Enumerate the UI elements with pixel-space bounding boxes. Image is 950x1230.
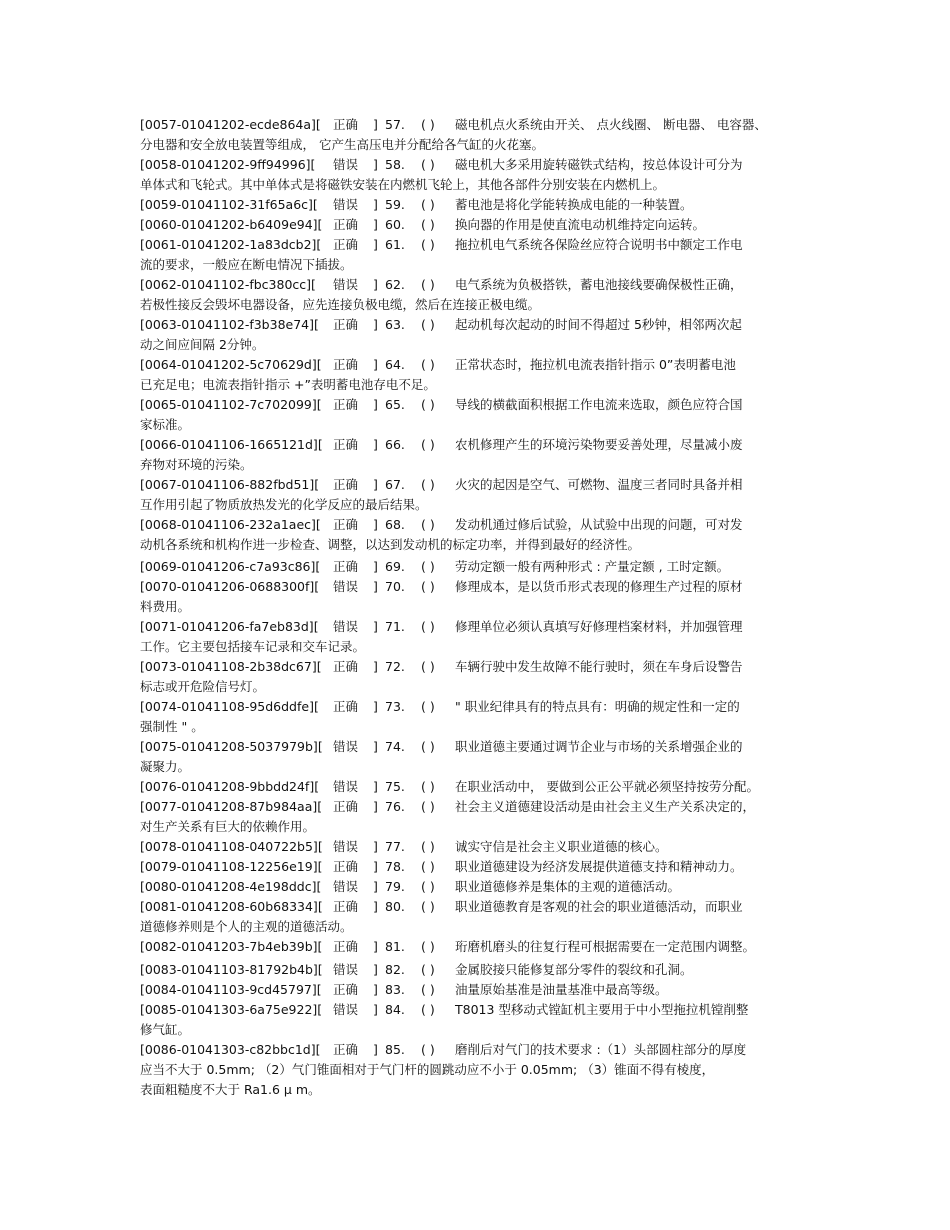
question-id: [0064-01041202-5c70629d][: [140, 357, 322, 372]
question-item: [140, 617, 820, 657]
question-id: [0059-01041102-31f65a6c][: [140, 197, 318, 212]
question-number: 72.: [385, 659, 405, 674]
question-item: [140, 215, 820, 235]
answer-result: 错误: [333, 962, 359, 977]
result-bracket: ]: [373, 1002, 378, 1017]
question-text: 换向器的作用是使直流电动机维持定向运转。: [455, 217, 706, 232]
question-continuation: 流的要求，一般应在断电情况下插拔。: [140, 257, 353, 272]
question-first-line: [140, 1000, 820, 1020]
answer-result: 错误: [333, 839, 359, 854]
answer-blank: ( ): [421, 217, 435, 232]
result-bracket: ]: [373, 437, 378, 452]
answer-result: 正确: [333, 477, 359, 492]
question-text: 火灾的起因是空气、可燃物、温度三者同时具备并相: [455, 477, 743, 492]
question-first-line: [140, 877, 820, 897]
result-bracket: ]: [373, 939, 378, 954]
question-item: [140, 155, 820, 195]
question-continuation: 表面粗糙度不大于 Ra1.6 μ m。: [140, 1082, 321, 1097]
question-item: [140, 777, 820, 797]
question-id: [0084-01041103-9cd45797][: [140, 982, 322, 997]
question-item: [140, 435, 820, 475]
question-first-line: [140, 395, 820, 415]
question-first-line: [140, 980, 820, 1000]
question-id: [0069-01041206-c7a93c86][: [140, 559, 321, 574]
question-continuation: 应当不大于 0.5mm; （2）气门锥面相对于气门杆的圆跳动应不小于 0.05mm; （3）锥面不得有棱度，: [140, 1062, 715, 1077]
answer-result: 错误: [333, 619, 359, 634]
question-continuation: 强制性 " 。: [140, 719, 204, 734]
question-continuation: 家标准。: [140, 417, 191, 432]
answer-blank: ( ): [421, 517, 435, 532]
question-text: 劳动定额一般有两种形式 : 产量定额 , 工时定额。: [455, 559, 730, 574]
question-number: 65.: [385, 397, 405, 412]
answer-blank: ( ): [421, 939, 435, 954]
question-item: [140, 657, 820, 697]
question-number: 62.: [385, 277, 405, 292]
question-item: [140, 355, 820, 395]
question-id: [0070-01041206-0688300f][: [140, 579, 320, 594]
question-item: [140, 960, 820, 980]
question-id: [0076-01041208-9bbdd24f][: [140, 779, 320, 794]
question-first-line: [140, 617, 820, 637]
result-bracket: ]: [373, 217, 378, 232]
answer-blank: ( ): [421, 317, 435, 332]
question-text: 起动机每次起动的时间不得超过 5秒钟，相邻两次起: [455, 317, 742, 332]
question-continuation: 料费用。: [140, 599, 191, 614]
question-first-line: [140, 737, 820, 757]
answer-blank: ( ): [421, 559, 435, 574]
question-number: 60.: [385, 217, 405, 232]
question-number: 68.: [385, 517, 405, 532]
answer-result: 正确: [333, 357, 359, 372]
answer-blank: ( ): [421, 197, 435, 212]
question-item: [140, 235, 820, 275]
answer-blank: ( ): [421, 237, 435, 252]
question-first-line: [140, 515, 820, 535]
question-number: 69.: [385, 559, 405, 574]
question-first-line: [140, 1040, 820, 1060]
answer-result: 错误: [333, 197, 359, 212]
question-number: 70.: [385, 579, 405, 594]
answer-result: 错误: [333, 739, 359, 754]
answer-blank: ( ): [421, 839, 435, 854]
question-continuation: 单体式和飞轮式。其中单体式是将磁铁安装在内燃机飞轮上，其他各部件分别安装在内燃机上。: [140, 177, 666, 192]
question-text: 农机修理产生的环境污染物要妥善处理，尽量减小废: [455, 437, 743, 452]
result-bracket: ]: [373, 579, 378, 594]
answer-result: 正确: [333, 859, 359, 874]
result-bracket: ]: [373, 357, 378, 372]
question-number: 83.: [385, 982, 405, 997]
answer-blank: ( ): [421, 879, 435, 894]
answer-result: 正确: [333, 117, 359, 132]
question-text: 油量原始基准是油量基准中最高等级。: [455, 982, 668, 997]
question-id: [0068-01041106-232a1aec][: [140, 517, 321, 532]
question-text: 导线的横截面积根据工作电流来选取，颜色应符合国: [455, 397, 743, 412]
question-continuation: 若极性接反会毁坏电器设备，应先连接负极电缆，然后在连接正极电缆。: [140, 297, 541, 312]
question-first-line: [140, 797, 820, 817]
result-bracket: ]: [373, 982, 378, 997]
question-item: [140, 1040, 820, 1100]
answer-blank: ( ): [421, 779, 435, 794]
question-text: " 职业纪律具有的特点具有：明确的规定性和一定的: [455, 699, 740, 714]
question-number: 71.: [385, 619, 405, 634]
question-item: [140, 797, 820, 837]
question-text: 拖拉机电气系统各保险丝应符合说明书中额定工作电: [455, 237, 743, 252]
answer-blank: ( ): [421, 477, 435, 492]
question-item: [140, 195, 820, 215]
question-text: 社会主义道德建设活动是由社会主义生产关系决定的，: [455, 799, 756, 814]
question-text: 磁电机大多采用旋转磁铁式结构，按总体设计可分为: [455, 157, 743, 172]
question-continuation: 分电器和安全放电装置等组成， 它产生高压电并分配给各气缸的火花塞。: [140, 137, 544, 152]
result-bracket: ]: [373, 799, 378, 814]
question-first-line: [140, 155, 820, 175]
question-id: [0081-01041208-60b68334][: [140, 899, 323, 914]
question-id: [0065-01041102-7c702099][: [140, 397, 322, 412]
question-continuation: 对生产关系有巨大的依赖作用。: [140, 819, 316, 834]
question-text: 职业道德主要通过调节企业与市场的关系增强企业的: [455, 739, 743, 754]
question-text: 磨削后对气门的技术要求 :（1）头部圆柱部分的厚度: [455, 1042, 747, 1057]
question-text: 金属胶接只能修复部分零件的裂纹和孔洞。: [455, 962, 693, 977]
result-bracket: ]: [373, 517, 378, 532]
question-first-line: [140, 697, 820, 717]
question-item: [140, 577, 820, 617]
answer-result: 正确: [333, 217, 359, 232]
question-id: [0073-01041108-2b38dc67][: [140, 659, 322, 674]
question-id: [0058-01041202-9ff94996][: [140, 157, 316, 172]
question-id: [0074-01041108-95d6ddfe][: [140, 699, 319, 714]
answer-result: 正确: [333, 659, 359, 674]
question-number: 64.: [385, 357, 405, 372]
question-first-line: [140, 435, 820, 455]
result-bracket: ]: [373, 559, 378, 574]
question-id: [0063-01041102-f3b38e74][: [140, 317, 319, 332]
question-text: T8013 型移动式镗缸机主要用于中小型拖拉机镗削整: [455, 1002, 749, 1017]
answer-result: 错误: [333, 277, 359, 292]
answer-result: 正确: [333, 939, 359, 954]
question-item: [140, 857, 820, 877]
question-item: [140, 737, 820, 777]
question-item: [140, 980, 820, 1000]
question-text: 在职业活动中， 要做到公正公平就必须坚持按劳分配。: [455, 779, 759, 794]
question-item: [140, 837, 820, 857]
answer-result: 正确: [333, 1042, 359, 1057]
question-continuation: 道德修养则是个人的主观的道德活动。: [140, 919, 353, 934]
result-bracket: ]: [373, 739, 378, 754]
result-bracket: ]: [373, 197, 378, 212]
question-item: [140, 515, 820, 555]
question-first-line: [140, 475, 820, 495]
question-first-line: [140, 657, 820, 677]
answer-result: 正确: [333, 982, 359, 997]
question-number: 84.: [385, 1002, 405, 1017]
question-number: 78.: [385, 859, 405, 874]
answer-result: 正确: [333, 799, 359, 814]
question-number: 85.: [385, 1042, 405, 1057]
question-item: [140, 315, 820, 355]
question-text: 修理单位必须认真填写好修理档案材料，并加强管理: [455, 619, 743, 634]
question-number: 73.: [385, 699, 405, 714]
question-text: 磁电机点火系统由开关、 点火线圈、 断电器、 电容器、: [455, 117, 767, 132]
question-id: [0075-01041208-5037979b][: [140, 739, 323, 754]
question-text: 蓄电池是将化学能转换成电能的一种装置。: [455, 197, 693, 212]
question-number: 61.: [385, 237, 405, 252]
answer-blank: ( ): [421, 659, 435, 674]
question-number: 77.: [385, 839, 405, 854]
question-item: [140, 1000, 820, 1040]
result-bracket: ]: [373, 317, 378, 332]
result-bracket: ]: [373, 157, 378, 172]
question-number: 59.: [385, 197, 405, 212]
question-id: [0071-01041206-fa7eb83d][: [140, 619, 319, 634]
question-item: [140, 877, 820, 897]
answer-blank: ( ): [421, 799, 435, 814]
answer-result: 错误: [333, 879, 359, 894]
question-first-line: [140, 355, 820, 375]
question-continuation: 凝聚力。: [140, 759, 191, 774]
question-id: [0082-01041203-7b4eb39b][: [140, 939, 323, 954]
result-bracket: ]: [373, 659, 378, 674]
question-number: 74.: [385, 739, 405, 754]
result-bracket: ]: [373, 779, 378, 794]
question-item: [140, 897, 820, 937]
question-first-line: [140, 275, 820, 295]
answer-result: 正确: [333, 699, 359, 714]
answer-result: 正确: [333, 437, 359, 452]
question-continuation: 已充足电；电流表指针指示 +”表明蓄电池存电不足。: [140, 377, 436, 392]
result-bracket: ]: [373, 477, 378, 492]
question-continuation: 互作用引起了物质放热发光的化学反应的最后结果。: [140, 497, 428, 512]
result-bracket: ]: [373, 839, 378, 854]
answer-blank: ( ): [421, 437, 435, 452]
question-id: [0062-01041102-fbc380cc][: [140, 277, 316, 292]
result-bracket: ]: [373, 962, 378, 977]
question-continuation: 动机各系统和机构作进一步检查、调整，以达到发动机的标定功率，并得到最好的经济性。: [140, 537, 641, 552]
result-bracket: ]: [373, 397, 378, 412]
question-item: [140, 115, 820, 155]
question-id: [0057-01041202-ecde864a][: [140, 117, 321, 132]
question-number: 58.: [385, 157, 405, 172]
result-bracket: ]: [373, 899, 378, 914]
result-bracket: ]: [373, 859, 378, 874]
question-id: [0060-01041202-b6409e94][: [140, 217, 323, 232]
question-number: 75.: [385, 779, 405, 794]
question-id: [0080-01041208-4e198ddc][: [140, 879, 322, 894]
answer-blank: ( ): [421, 859, 435, 874]
question-id: [0079-01041108-12256e19][: [140, 859, 323, 874]
answer-blank: ( ): [421, 739, 435, 754]
question-number: 80.: [385, 899, 405, 914]
question-first-line: [140, 897, 820, 917]
question-number: 82.: [385, 962, 405, 977]
question-number: 67.: [385, 477, 405, 492]
result-bracket: ]: [373, 117, 378, 132]
answer-blank: ( ): [421, 579, 435, 594]
question-first-line: [140, 777, 820, 797]
question-text: 发动机通过修后试验，从试验中出现的问题，可对发: [455, 517, 743, 532]
result-bracket: ]: [373, 237, 378, 252]
answer-blank: ( ): [421, 1002, 435, 1017]
answer-result: 正确: [333, 517, 359, 532]
question-id: [0066-01041106-1665121d][: [140, 437, 323, 452]
result-bracket: ]: [373, 277, 378, 292]
answer-result: 正确: [333, 237, 359, 252]
result-bracket: ]: [373, 879, 378, 894]
question-number: 66.: [385, 437, 405, 452]
question-text: 珩磨机磨头的往复行程可根据需要在一定范围内调整。: [455, 939, 756, 954]
question-first-line: [140, 195, 820, 215]
question-first-line: [140, 937, 820, 957]
question-number: 79.: [385, 879, 405, 894]
question-id: [0085-01041303-6a75e922][: [140, 1002, 323, 1017]
answer-blank: ( ): [421, 982, 435, 997]
question-continuation: 标志或开危险信号灯。: [140, 679, 266, 694]
question-id: [0083-01041103-81792b4b][: [140, 962, 323, 977]
answer-result: 正确: [333, 559, 359, 574]
question-number: 81.: [385, 939, 405, 954]
question-first-line: [140, 960, 820, 980]
question-id: [0086-01041303-c82bbc1d][: [140, 1042, 321, 1057]
question-first-line: [140, 315, 820, 335]
answer-result: 错误: [333, 157, 359, 172]
question-first-line: [140, 215, 820, 235]
answer-blank: ( ): [421, 157, 435, 172]
answer-blank: ( ): [421, 357, 435, 372]
answer-result: 错误: [333, 779, 359, 794]
question-first-line: [140, 115, 820, 135]
question-first-line: [140, 857, 820, 877]
answer-result: 正确: [333, 899, 359, 914]
result-bracket: ]: [373, 1042, 378, 1057]
question-item: [140, 475, 820, 515]
question-id: [0077-01041208-87b984aa][: [140, 799, 323, 814]
question-first-line: [140, 577, 820, 597]
question-item: [140, 275, 820, 315]
answer-result: 正确: [333, 397, 359, 412]
question-text: 车辆行驶中发生故障不能行驶时，须在车身后设警告: [455, 659, 743, 674]
answer-blank: ( ): [421, 117, 435, 132]
question-text: 职业道德建设为经济发展提供道德支持和精神动力。: [455, 859, 743, 874]
question-number: 57.: [385, 117, 405, 132]
question-text: 职业道德修养是集体的主观的道德活动。: [455, 879, 681, 894]
answer-result: 错误: [333, 1002, 359, 1017]
question-id: [0061-01041202-1a83dcb2][: [140, 237, 322, 252]
answer-blank: ( ): [421, 397, 435, 412]
answer-result: 正确: [333, 317, 359, 332]
question-first-line: [140, 235, 820, 255]
answer-blank: ( ): [421, 962, 435, 977]
question-text: 职业道德教育是客观的社会的职业道德活动，而职业: [455, 899, 743, 914]
question-continuation: 修气缸。: [140, 1022, 191, 1037]
question-continuation: 弃物对环境的污染。: [140, 457, 253, 472]
answer-result: 错误: [333, 579, 359, 594]
question-id: [0067-01041106-882fbd51][: [140, 477, 320, 492]
question-number: 63.: [385, 317, 405, 332]
result-bracket: ]: [373, 619, 378, 634]
question-text: 修理成本，是以货币形式表现的修理生产过程的原材: [455, 579, 743, 594]
question-first-line: [140, 557, 820, 577]
result-bracket: ]: [373, 699, 378, 714]
question-text: 电气系统为负极搭铁，蓄电池接线要确保极性正确，: [455, 277, 743, 292]
question-continuation: 动之间应间隔 2分钟。: [140, 337, 265, 352]
question-continuation: 工作。它主要包括接车记录和交车记录。: [140, 639, 366, 654]
question-item: [140, 937, 820, 957]
question-text: 诚实守信是社会主义职业道德的核心。: [455, 839, 668, 854]
question-text: 正常状态时，拖拉机电流表指针指示 0”表明蓄电池: [455, 357, 736, 372]
question-number: 76.: [385, 799, 405, 814]
answer-blank: ( ): [421, 699, 435, 714]
answer-blank: ( ): [421, 277, 435, 292]
question-id: [0078-01041108-040722b5][: [140, 839, 323, 854]
answer-blank: ( ): [421, 899, 435, 914]
question-first-line: [140, 837, 820, 857]
question-item: [140, 395, 820, 435]
answer-blank: ( ): [421, 1042, 435, 1057]
answer-blank: ( ): [421, 619, 435, 634]
question-item: [140, 557, 820, 577]
question-item: [140, 697, 820, 737]
